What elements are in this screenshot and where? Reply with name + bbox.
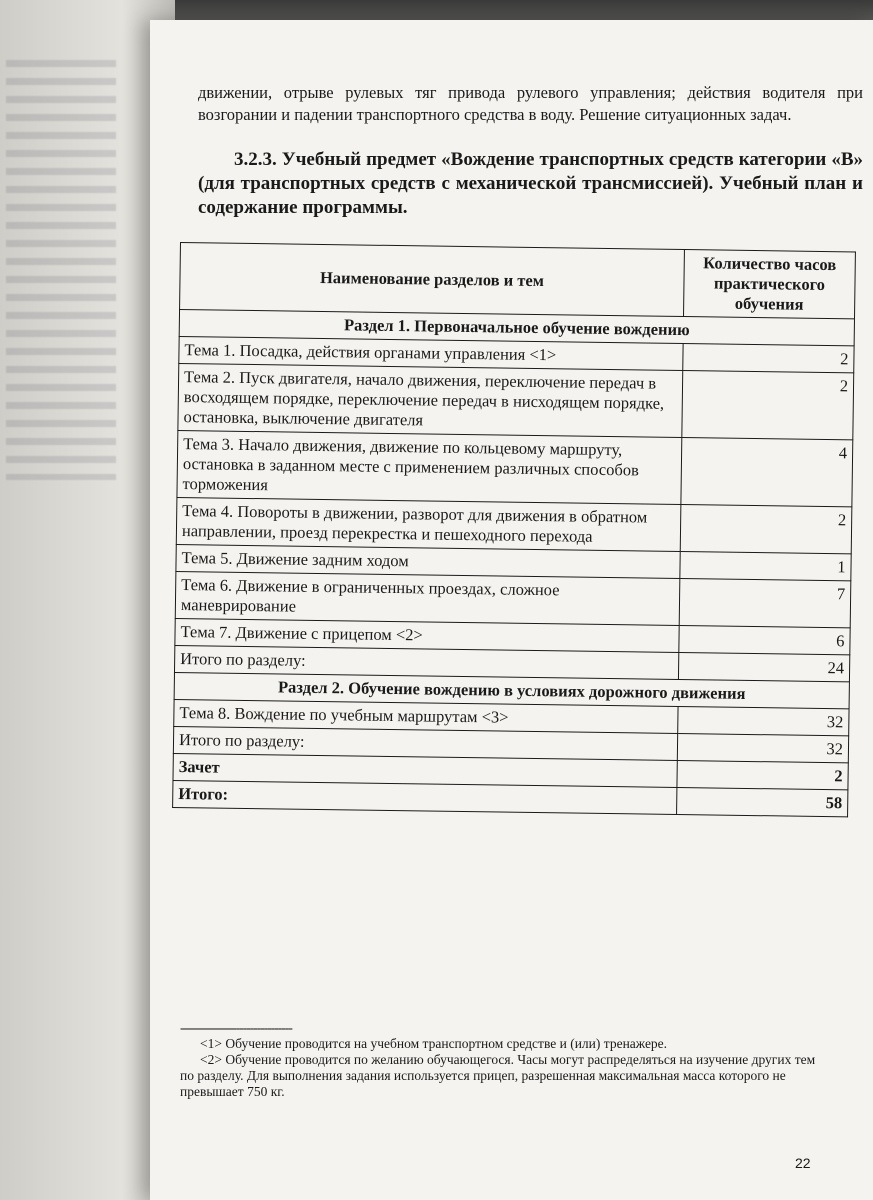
hours-cell: 2 — [682, 371, 854, 440]
topic-cell: Тема 4. Повороты в движении, разворот для движения в обратном направлении, проезд перекрестка и пешеходного перехода — [176, 497, 681, 551]
footnote-separator: -------------------------------- — [180, 1020, 292, 1035]
document-page — [150, 20, 873, 1200]
hours-cell: 32 — [678, 706, 849, 735]
table-row — [177, 430, 853, 506]
topic-cell: Тема 1. Посадка, действия органами управления <1> — [179, 336, 683, 370]
facing-page-edge — [0, 0, 175, 1200]
table-row — [178, 363, 854, 439]
topic-cell: Тема 5. Движение задним ходом — [176, 544, 680, 578]
facing-page-text-bleed — [6, 60, 116, 480]
section-heading: 3.2.3. Учебный предмет «Вождение транспортных средств категории «В» (для транспортных средств с механической трансмиссией). Учебный план и содержание программы. — [198, 149, 863, 218]
hours-cell: 2 — [683, 344, 854, 373]
topic-cell: Тема 7. Движение с прицепом <2> — [175, 618, 679, 652]
footnote-1: <1> Обучение проводится на учебном транспортном средстве и (или) тренажере. — [200, 1036, 668, 1051]
subtotal-label: Итого по разделу: — [174, 645, 678, 679]
section1-title: Раздел 1. Первоначальное обучение вождению — [179, 310, 854, 346]
hours-cell: 6 — [679, 626, 850, 655]
footnote-2-line1: <2> Обучение проводится по желанию обучающегося. Часы могут распределяться на изучение других тем — [200, 1052, 816, 1067]
subtotal-label: Итого по разделу: — [173, 726, 677, 760]
table-header-row — [180, 243, 856, 319]
curriculum-table — [172, 242, 856, 817]
hours-cell: 7 — [679, 579, 851, 628]
footnote-2-line2: по разделу. Для выполнения задания используется прицеп, разрешенная максимальная масса которого не превышает 750 кг. — [180, 1068, 786, 1099]
subtotal-hours: 24 — [678, 653, 849, 682]
topic-cell: Тема 2. Пуск двигателя, начало движения, переключение передач в восходящем порядке, переключение передач в нисходящем порядке, остановка, выключение двигателя — [178, 363, 683, 437]
hours-cell: 1 — [680, 552, 851, 581]
header-hours: Количество часов практического обучения — [684, 250, 856, 319]
topic-cell: Тема 3. Начало движения, движение по кольцевому маршруту, остановка в заданном месте с применением различных способов торможения — [177, 430, 682, 504]
page-number: 22 — [795, 1155, 811, 1171]
credit-label: Зачет — [173, 753, 677, 787]
credit-hours: 2 — [677, 760, 848, 789]
header-topics: Наименование разделов и тем — [180, 243, 685, 317]
topic-cell: Тема 6. Движение в ограниченных проездах, сложное маневрирование — [175, 571, 680, 625]
hours-cell: 4 — [681, 438, 853, 507]
continued-paragraph: движении, отрыве рулевых тяг привода рулевого управления; действия водителя при возгорании и падении транспортного средства в воду. Решение ситуационных задач. — [198, 83, 863, 124]
subtotal-hours: 32 — [677, 733, 848, 762]
grand-total-label: Итого: — [173, 780, 677, 814]
section2-title: Раздел 2. Обучение вождению в условиях дорожного движения — [174, 672, 849, 708]
footnotes — [180, 1020, 840, 1100]
hours-cell: 2 — [680, 505, 852, 554]
topic-cell: Тема 8. Вождение по учебным маршрутам <3> — [174, 699, 678, 733]
grand-total-hours: 58 — [677, 787, 848, 816]
